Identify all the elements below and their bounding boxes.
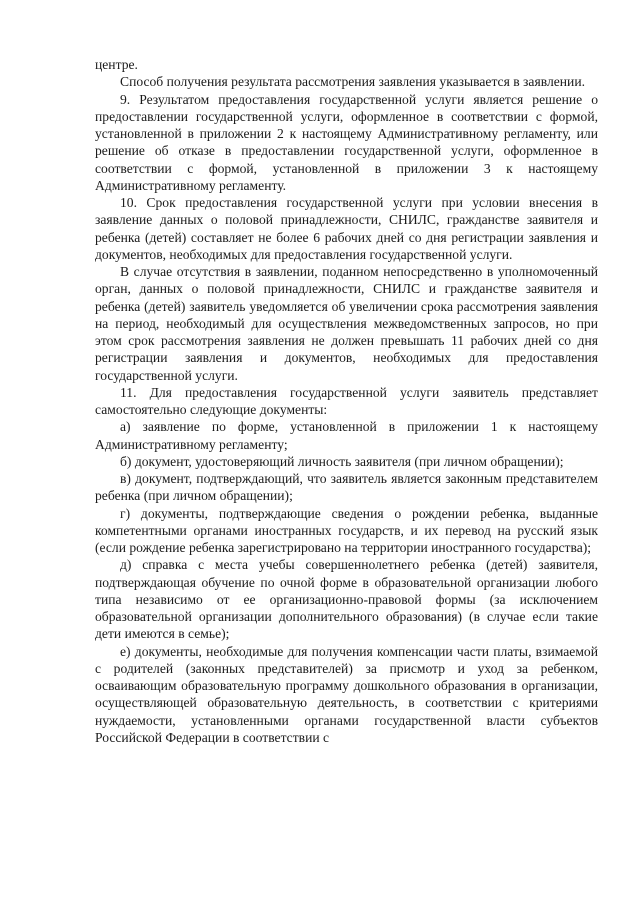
list-item-v: в) документ, подтверждающий, что заявитель является законным представителем ребенка (при личном обращении); <box>95 471 598 504</box>
list-item-d: д) справка с места учебы совершеннолетнего ребенка (детей) заявителя, подтверждающая обучение по очной форме в образовательной организации любого типа независимо от ее организационно-правовой формы (за исключением образовательной организации дополнительного образования) (в случае если такие дети имеются в семье); <box>95 557 598 642</box>
document-body <box>95 56 598 746</box>
list-item-g: г) документы, подтверждающие сведения о рождении ребенка, выданные компетентными органами иностранных государств, и их перевод на русский язык (если рождение ребенка зарегистрировано на территории иностранного государства); <box>95 505 598 555</box>
paragraph-missing-data: В случае отсутствия в заявлении, поданном непосредственно в уполномоченный орган, данных о половой принадлежности, СНИЛС и гражданстве заявителя и ребенка (детей) заявитель уведомляется об увеличении срока рассмотрения заявления на период, необходимый для осуществления межведомственных запросов, но при этом срок рассмотрения заявления не должен превышать 11 рабочих дней со дня регистрации заявления и документов, необходимых для предоставления государственной услуги. <box>95 264 598 383</box>
list-item-e: е) документы, необходимые для получения компенсации части платы, взимаемой с родителей (законных представителей) за присмотр и уход за ребенком, осваивающим образовательную программу дошкольного образования в организации, осуществляющей образовательную деятельность, в соответствии с критериями нуждаемости, установленными органами государственной власти субъектов Российской Федерации в соответствии с <box>95 643 598 745</box>
paragraph-continuation: центре. <box>95 57 138 72</box>
list-item-b: б) документ, удостоверяющий личность заявителя (при личном обращении); <box>120 453 564 469</box>
paragraph-clause-9: 9. Результатом предоставления государственной услуги является решение о предоставлении государственной услуги, оформленное в соответствии с формой, установленной в приложении 2 к настоящему Административному регламенту, или решение об отказе в предоставлении государственной услуги, оформленное в соответствии с формой, установленной в приложении 3 к настоящему Административному регламенту. <box>95 91 598 193</box>
list-item-a: а) заявление по форме, установленной в приложении 1 к настоящему Административному регламенту; <box>95 419 598 452</box>
paragraph-clause-10: 10. Срок предоставления государственной услуги при условии внесения в заявление данных о половой принадлежности, СНИЛС, гражданстве заявителя и ребенка (детей) составляет не более 6 рабочих дней со дня регистрации заявления и документов, необходимых для предоставления государственной услуги. <box>95 195 598 262</box>
paragraph-clause-11: 11. Для предоставления государственной услуги заявитель представляет самостоятельно следующие документы: <box>95 384 598 417</box>
paragraph-result-method: Способ получения результата рассмотрения заявления указывается в заявлении. <box>120 74 585 90</box>
